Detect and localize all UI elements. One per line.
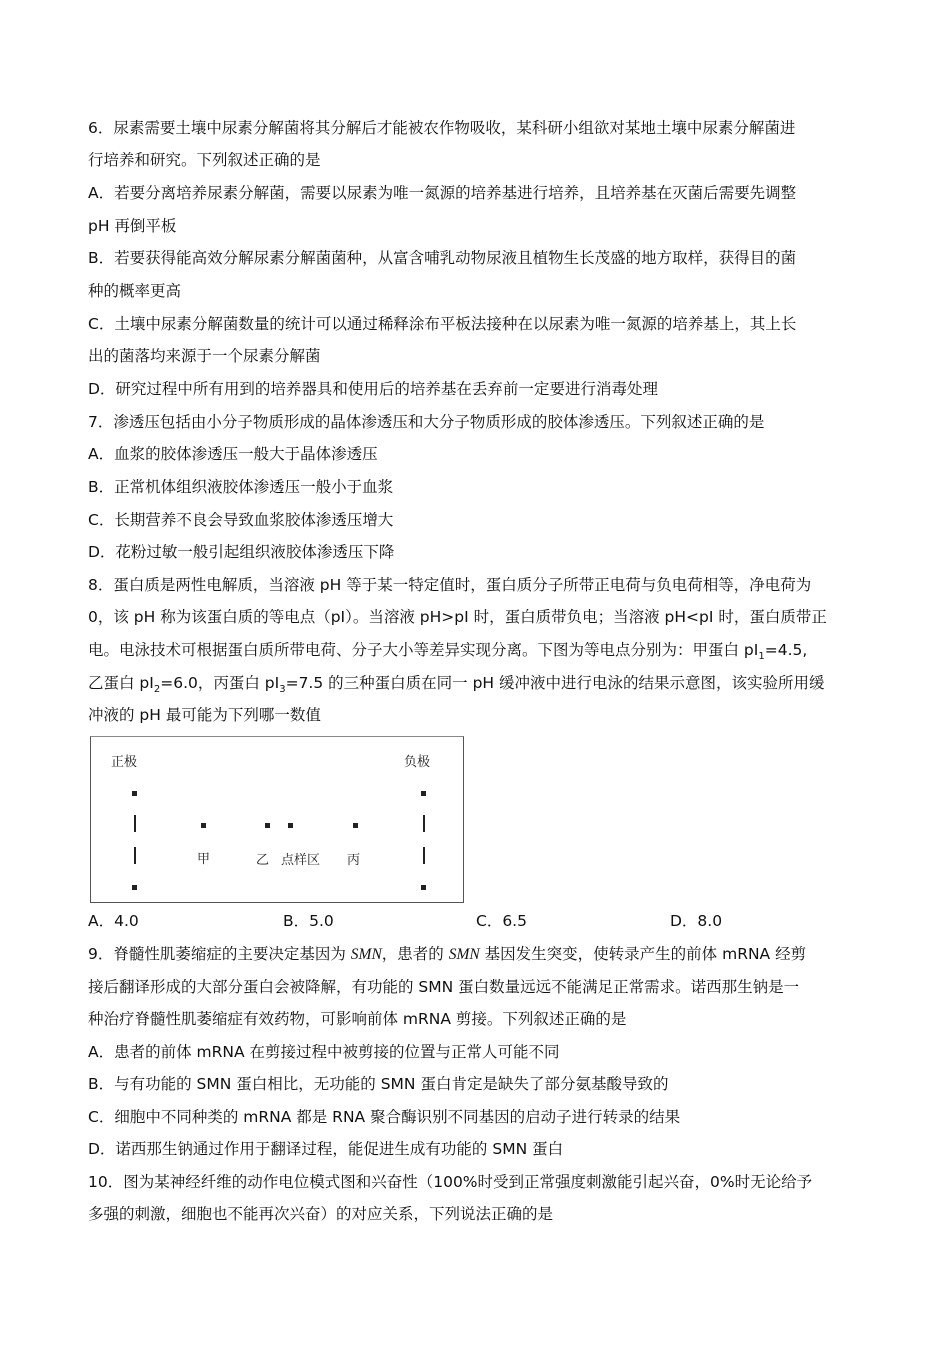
q8-option-d: D．8.0: [670, 912, 723, 930]
negative-electrode-top-mark: [421, 791, 426, 796]
q6-option-b-line2: 种的概率更高: [88, 282, 182, 300]
sample-zone-label: 点样区: [281, 853, 321, 868]
electrophoresis-figure: [90, 736, 464, 903]
q7-stem: 7．渗透压包括由小分子物质形成的晶体渗透压和大分子物质形成的胶体渗透压。下列叙述正确的是: [88, 413, 765, 431]
q9-option-b: B．与有功能的 SMN 蛋白相比，无功能的 SMN 蛋白肯定是缺失了部分氨基酸导致的: [88, 1075, 669, 1093]
protein-yi-label: 乙: [256, 853, 270, 868]
positive-electrode-line-lower: [134, 847, 136, 864]
q6-stem-line2: 行培养和研究。下列叙述正确的是: [88, 151, 321, 169]
q8-stem-line4: 乙蛋白 $pI_2=6.0$，丙蛋白 $pI_3=7.5$ 的三种蛋白质在同一 pH 缓冲液中进行电泳的结果示意图，该实验所用缓: [88, 674, 825, 696]
q8-stem-line2: 0，该 pH 称为该蛋白质的等电点（pI）。当溶液 pH>pI 时，蛋白质带负电；当溶液 pH<pI 时，蛋白质带正: [88, 608, 827, 626]
protein-bing-band: [353, 823, 358, 828]
q9-stem-line2: 接后翻译形成的大部分蛋白会被降解，有功能的 SMN 蛋白数量远远不能满足正常需求。诺西那生钠是一: [88, 978, 800, 996]
q9-stem-line3: 种治疗脊髓性肌萎缩症有效药物，可影响前体 mRNA 剪接。下列叙述正确的是: [88, 1010, 627, 1028]
q6-option-d: D．研究过程中所有用到的培养器具和使用后的培养基在丢弃前一定要进行消毒处理: [88, 380, 658, 398]
protein-yi-band: [265, 823, 270, 828]
q7-option-b: B．正常机体组织液胶体渗透压一般小于血浆: [88, 478, 394, 496]
q9-option-d: D．诺西那生钠通过作用于翻译过程，能促进生成有功能的 SMN 蛋白: [88, 1140, 564, 1158]
q10-stem-line1: 10．图为某神经纤维的动作电位模式图和兴奋性（100%时受到正常强度刺激能引起兴奋，0%时无论给予: [88, 1173, 813, 1191]
negative-pole-label: 负极: [404, 755, 431, 770]
q8-option-b: B．5.0: [283, 912, 334, 930]
protein-bing-label: 丙: [347, 853, 361, 868]
q9-option-c: C．细胞中不同种类的 mRNA 都是 RNA 聚合酶识别不同基因的启动子进行转录的结果: [88, 1108, 681, 1126]
positive-electrode-bottom-mark: [132, 885, 137, 890]
q10-stem-line2: 多强的刺激，细胞也不能再次兴奋）的对应关系，下列说法正确的是: [88, 1205, 554, 1223]
q8-option-c: C．6.5: [476, 912, 527, 930]
q7-option-c: C．长期营养不良会导致血浆胶体渗透压增大: [88, 511, 394, 529]
q8-option-a: A．4.0: [88, 912, 139, 930]
sample-spot-band: [288, 823, 293, 828]
negative-electrode-line-lower: [423, 847, 425, 864]
q9-stem-line1: 9．脊髓性肌萎缩症的主要决定基因为 SMN，患者的 SMN 基因发生突变，使转录产生的前体 mRNA 经剪: [88, 945, 807, 963]
q7-option-d: D．花粉过敏一般引起组织液胶体渗透压下降: [88, 543, 395, 561]
q6-option-c-line2: 出的菌落均来源于一个尿素分解菌: [88, 347, 321, 365]
positive-pole-label: 正极: [111, 755, 138, 770]
q8-stem-line3: 电。电泳技术可根据蛋白质所带电荷、分子大小等差异实现分离。下图为等电点分别为：甲蛋白 $pI_1=4.5$,: [88, 641, 808, 663]
q8-stem-line5: 冲液的 pH 最可能为下列哪一数值: [88, 706, 321, 724]
negative-electrode-line-upper: [423, 815, 425, 832]
q6-option-a-line1: A．若要分离培养尿素分解菌，需要以尿素为唯一氮源的培养基进行培养，且培养基在灭菌后需要先调整: [88, 184, 797, 202]
q6-option-a-line2: pH 再倒平板: [88, 217, 177, 235]
protein-jia-label: 甲: [197, 852, 211, 867]
q6-option-c-line1: C．土壤中尿素分解菌数量的统计可以通过稀释涂布平板法接种在以尿素为唯一氮源的培养基上，其上长: [88, 315, 797, 333]
q7-option-a: A．血浆的胶体渗透压一般大于晶体渗透压: [88, 445, 378, 463]
q6-option-b-line1: B．若要获得能高效分解尿素分解菌菌种，从富含哺乳动物尿液且植物生长茂盛的地方取样，获得目的菌: [88, 249, 797, 267]
q8-stem-line1: 8．蛋白质是两性电解质，当溶液 pH 等于某一特定值时，蛋白质分子所带正电荷与负电荷相等，净电荷为: [88, 576, 812, 594]
q6-stem-line1: 6．尿素需要土壤中尿素分解菌将其分解后才能被农作物吸收，某科研小组欲对某地土壤中尿素分解菌进: [88, 119, 796, 137]
negative-electrode-bottom-mark: [421, 885, 426, 890]
positive-electrode-line-upper: [134, 815, 136, 832]
positive-electrode-top-mark: [132, 791, 137, 796]
protein-jia-band: [201, 823, 206, 828]
q9-option-a: A．患者的前体 mRNA 在剪接过程中被剪接的位置与正常人可能不同: [88, 1043, 560, 1061]
